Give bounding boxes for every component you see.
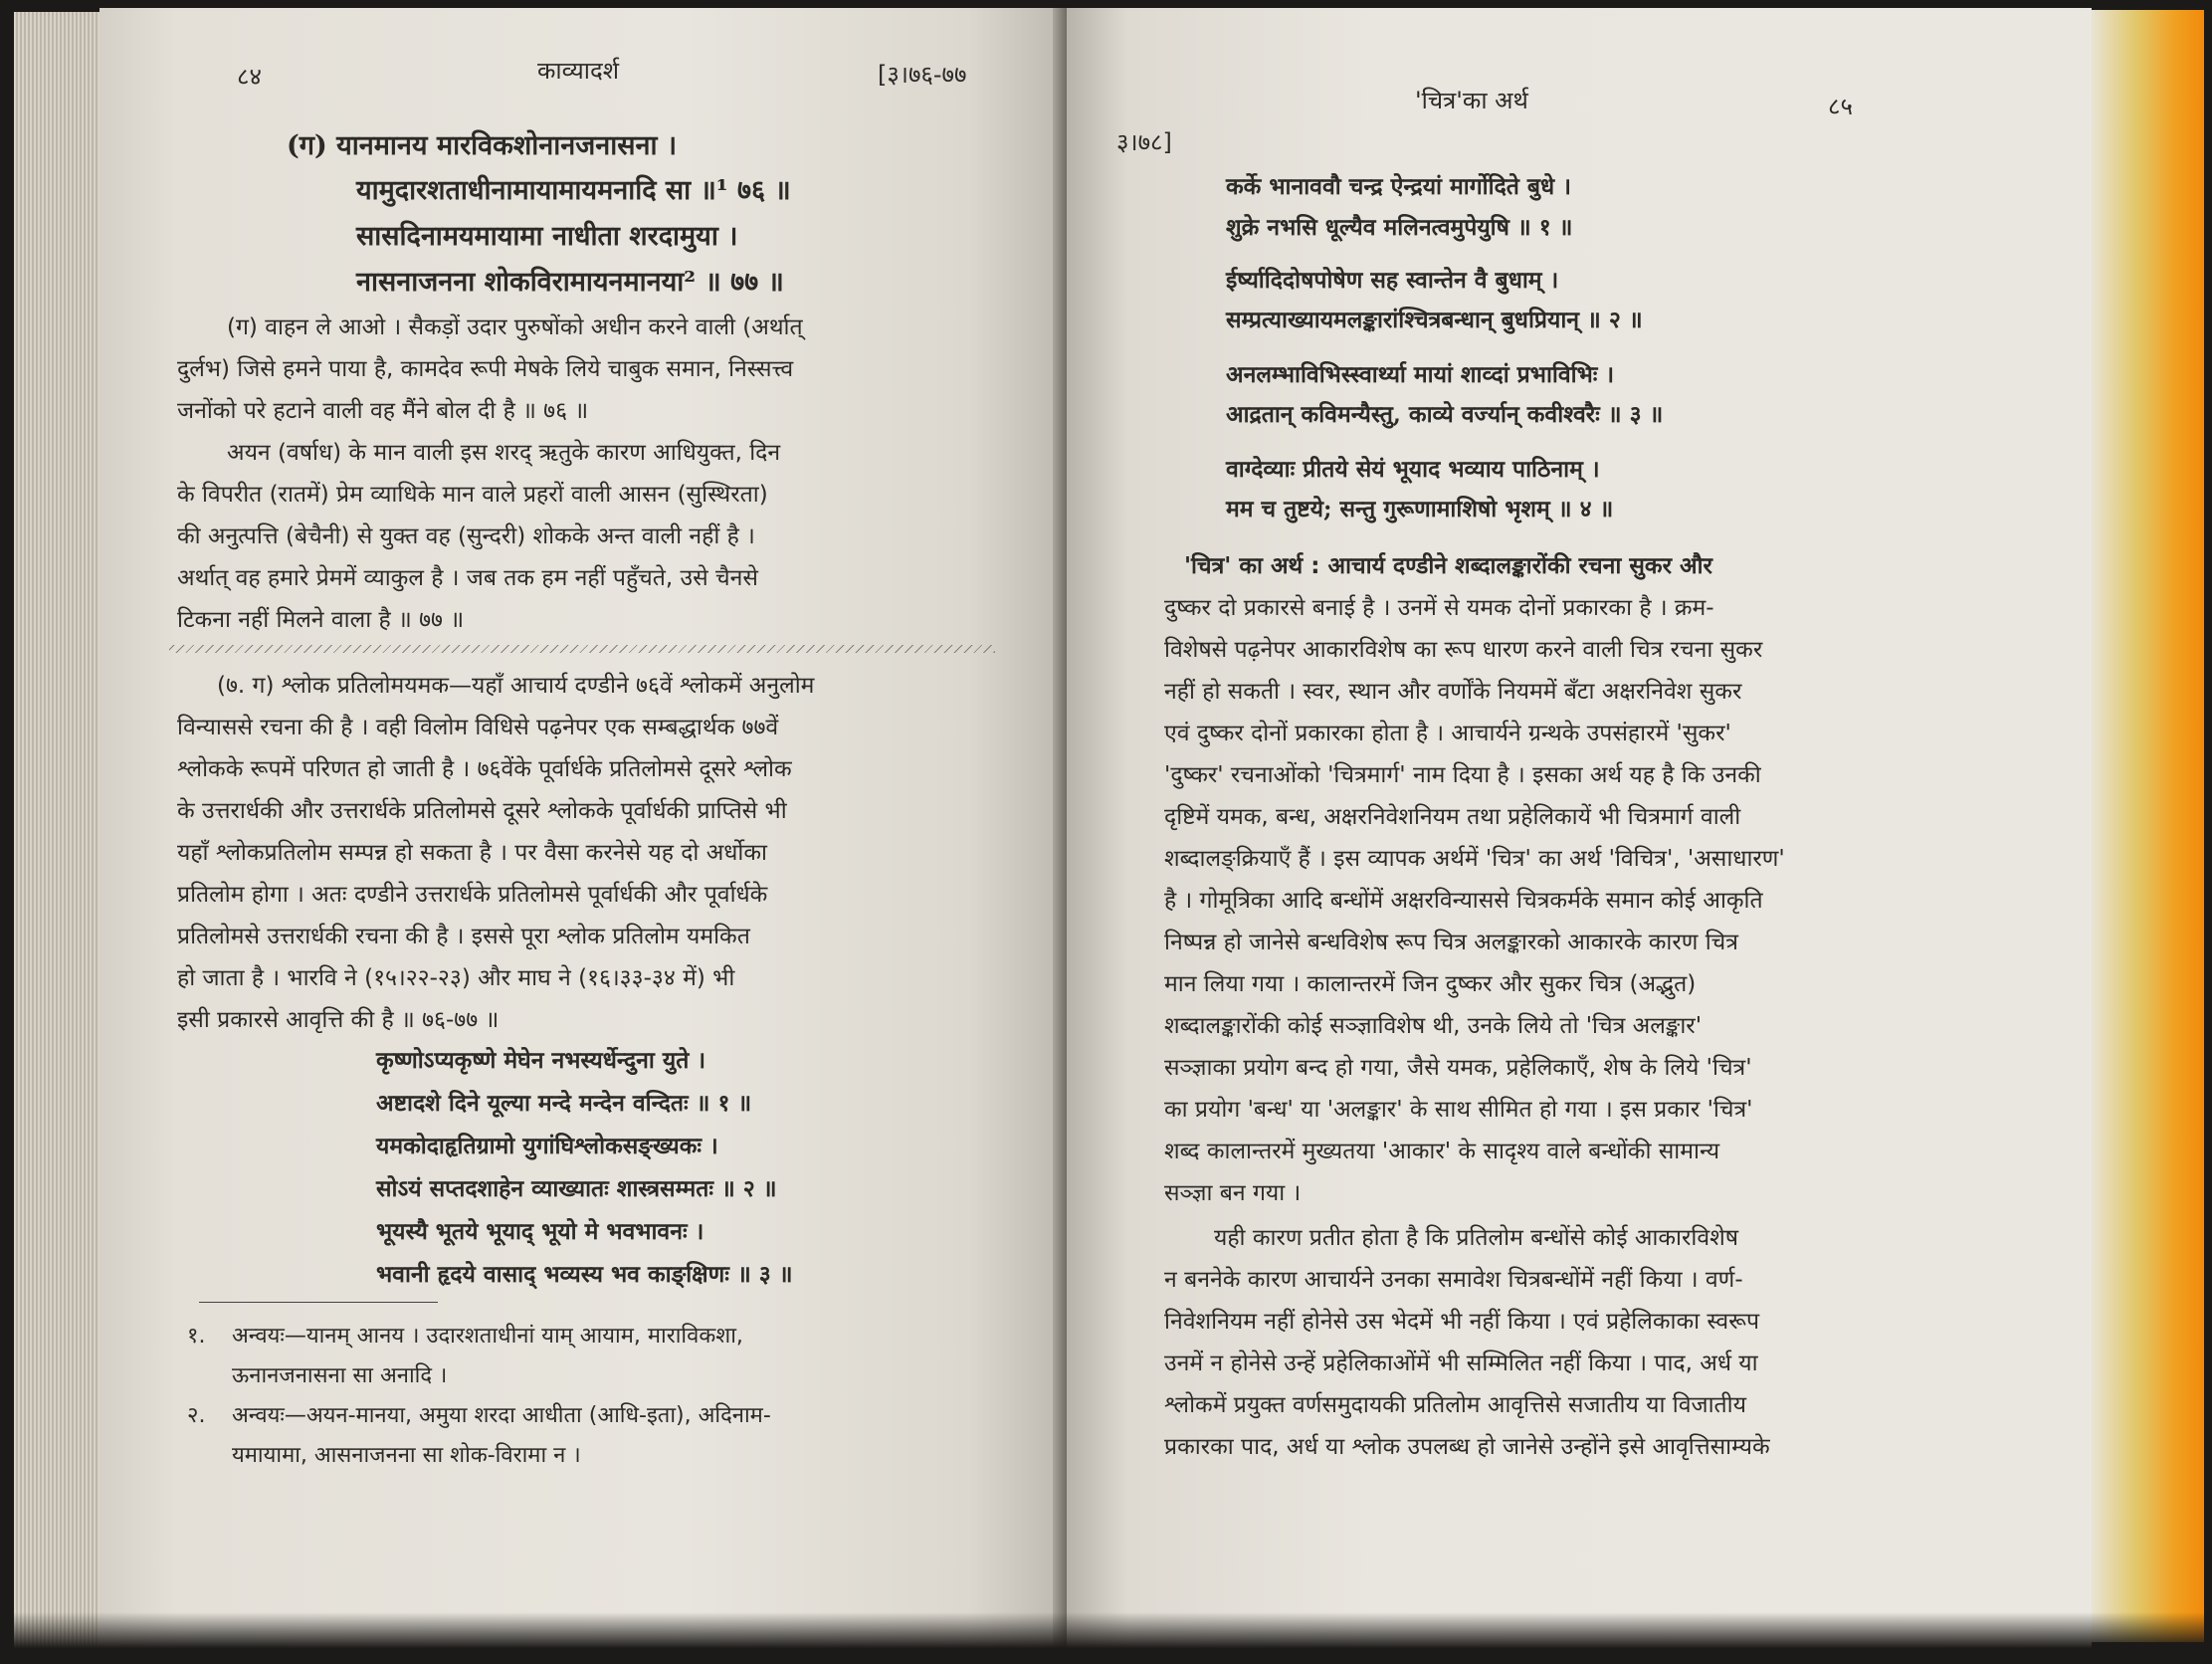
paragraph-line: सञ्ज्ञाका प्रयोग बन्द हो गया, जैसे यमक, प्रहेलिकाएँ, शेष के लिये 'चित्र' [1164, 1055, 1752, 1081]
translation-block [177, 307, 803, 641]
running-title: 'चित्र'का अर्थ [1415, 87, 1528, 114]
paragraph-line: विशेषसे पढ़नेपर आकारविशेष का रूप धारण करने वाली चित्र रचना सुकर [1164, 637, 1763, 663]
quote-verse-line: यमकोदाहृतिग्रामो युगांघिश्लोकसङ्ख्यकः । [376, 1133, 718, 1159]
translation-line: अयन (वर्षाध) के मान वाली इस शरद् ऋतुके कारण आधियुक्त, दिन [227, 440, 781, 466]
paragraph-line: का प्रयोग 'बन्ध' या 'अलङ्कार' के साथ सीमित हो गया । इस प्रकार 'चित्र' [1164, 1097, 1753, 1123]
wavy-divider [169, 645, 995, 653]
paragraph [1164, 545, 1785, 1214]
left-page [100, 8, 1065, 1655]
verse-line: आद्रतान् कविमन्यैस्तु, काव्ये वर्ज्यान् कवीश्वरैः ॥ ३ ॥ [1226, 401, 1664, 428]
footnote-number: १. [187, 1324, 206, 1349]
commentary-line: हो जाता है । भारवि ने (१५।२२-२३) और माघ ने (१६।३३-३४ में) भी [177, 965, 735, 991]
verse-range: ३।७८] [1116, 128, 1172, 156]
quote-verse-line: भूयस्यै भूतये भूयाद् भूयो मे भवभावनः । [376, 1218, 704, 1245]
left-page-edges [14, 12, 109, 1654]
page-number: ८५ [1828, 93, 1853, 120]
paragraph-line: है । गोमूत्रिका आदि बन्धोंमें अक्षरविन्याससे चित्रकर्मके समान कोई आकृति [1164, 888, 1763, 914]
verse-line: यामुदारशताधीनामायामायमनादि सा ॥¹ ७६ ॥ [356, 175, 791, 206]
quote-verse-line: सोऽयं सप्तदशाहेन व्याख्यातः शास्त्रसम्मतः ॥ २ ॥ [376, 1175, 777, 1202]
verse-line: (ग) यानमानय मारविकशोनानजनासना । [287, 130, 678, 161]
translation-line: की अनुत्पत्ति (बेचैनी) से युक्त वह (सुन्दरी) शोकके अन्त वाली नहीं है । [177, 523, 755, 549]
footnote [187, 1317, 771, 1396]
commentary-line: विन्याससे रचना की है । वही विलोम विधिसे पढ़नेपर एक सम्बद्धार्थक ७७वें [177, 715, 779, 740]
verse-range: [३।७६-७७ [878, 61, 967, 89]
verse-line: सासदिनामयमायामा नाधीता शरदामुया । [356, 221, 738, 252]
translation-line: जनोंको परे हटाने वाली वह मैंने बोल दी है ॥ ७६ ॥ [177, 398, 589, 424]
verse-line: कर्के भानाववौ चन्द्र ऐन्द्रयां मार्गोदिते बुधे । [1226, 173, 1571, 200]
paragraph-line: एवं दुष्कर दोनों प्रकारका होता है । आचार्यने ग्रन्थके उपसंहारमें 'सुकर' [1164, 721, 1731, 746]
right-cover-edge [2090, 10, 2204, 1642]
quote-verse-line: अष्टादशे दिने यूल्या मन्दे मन्देन वन्दितः ॥ १ ॥ [376, 1090, 752, 1117]
paragraph-line: मान लिया गया । कालान्तरमें जिन दुष्कर और सुकर चित्र (अद्भुत) [1164, 971, 1697, 997]
paragraph-line: शब्दालङ्क्रियाएँ हैं । इस व्यापक अर्थमें 'चित्र' का अर्थ 'विचित्र', 'असाधारण' [1164, 846, 1785, 872]
paragraph-line: शब्दालङ्कारोंकी कोई सञ्ज्ञाविशेष थी, उनके लिये तो 'चित्र अलङ्कार' [1164, 1013, 1703, 1039]
quote-verse-line: भवानी हृदये वासाद् भव्यस्य भव काङ्क्षिणः ॥ ३ ॥ [376, 1261, 793, 1288]
verse-line: नासनाजनना शोकविरामायनमानया² ॥ ७७ ॥ [356, 267, 784, 298]
commentary-block [177, 665, 814, 1041]
commentary-line: यहाँ श्लोकप्रतिलोम सम्पन्न हो सकता है । पर वैसा करनेसे यह दो अर्धोका [177, 840, 767, 866]
commentary-line: (७. ग) श्लोक प्रतिलोमयमक—यहाँ आचार्य दण्डीने ७६वें श्लोकमें अनुलोम [217, 673, 815, 699]
translation-line: दुर्लभ) जिसे हमने पाया है, कामदेव रूपी मेषके लिये चाबुक समान, निस्सत्त्व [177, 356, 794, 382]
footnote [187, 1396, 771, 1476]
verse-line: ईर्ष्यादिदोषपोषेण सह स्वान्तेन वै बुधाम् । [1226, 267, 1559, 294]
verse-line: अनलम्भाविभिस्स्वार्थ्या मायां शाव्दां प्रभाविभिः । [1226, 361, 1615, 388]
paragraph-line: प्रकारका पाद, अर्ध या श्लोक उपलब्ध हो जानेसे उन्होंने इसे आवृत्तिसाम्यके [1164, 1434, 1770, 1460]
bottom-shadow [0, 1612, 2212, 1664]
verse-line: मम च तुष्टये; सन्तु गुरूणामाशिषो भृशम् ॥ ४ ॥ [1226, 496, 1614, 522]
paragraph-line: न बननेके कारण आचार्यने उनका समावेश चित्रबन्धोंमें नहीं किया । वर्ण- [1164, 1267, 1743, 1293]
verse-line: वाग्देव्याः प्रीतये सेयं भूयाद भव्याय पाठिनाम् । [1226, 456, 1600, 483]
commentary-line: इसी प्रकारसे आवृत्ति की है ॥ ७६-७७ ॥ [177, 1007, 500, 1033]
verse-line: सम्प्रत्याख्यायमलङ्कारांश्चित्रबन्धान् बुधप्रियान् ॥ २ ॥ [1226, 307, 1643, 333]
translation-line: के विपरीत (रातमें) प्रेम व्याधिके मान वाले प्रहरों वाली आसन (सुस्थिरता) [177, 482, 768, 508]
paragraph-line: 'दुष्कर' रचनाओंको 'चित्रमार्ग' नाम दिया है । इसका अर्थ यह है कि उनकी [1164, 762, 1761, 788]
paragraph-line: दृष्टिमें यमक, बन्ध, अक्षरनिवेशनियम तथा प्रहेलिकायें भी चित्रमार्ग वाली [1164, 804, 1741, 830]
translation-line: टिकना नहीं मिलने वाला है ॥ ७७ ॥ [177, 607, 465, 633]
paragraph [1164, 1217, 1770, 1468]
translation-line: अर्थात् वह हमारे प्रेममें व्याकुल है । जब तक हम नहीं पहुँचते, उसे चैनसे [177, 565, 758, 591]
paragraph-line: श्लोकमें प्रयुक्त वर्णसमुदायकी प्रतिलोम आवृत्तिसे सजातीय या विजातीय [1164, 1392, 1746, 1418]
footnote-line: अन्वयः—यानम् आनय । उदारशताधीनां याम् आयाम, माराविकशा, [232, 1324, 743, 1349]
footnote-line: अन्वयः—अयन-मानया, अमुया शरदा आधीता (आधि-इता), अदिनाम- [232, 1403, 771, 1428]
commentary-line: श्लोकके रूपमें परिणत हो जाती है । ७६वेंके पूर्वार्धके प्रतिलोमसे दूसरे श्लोक [177, 756, 792, 782]
commentary-line: प्रतिलोमसे उत्तरार्धकी रचना की है । इससे पूरा श्लोक प्रतिलोम यमकित [177, 924, 750, 949]
footnote-line: ऊनानजनासना सा अनादि । [232, 1363, 448, 1388]
footnote-line: यमायामा, आसनाजनना सा शोक-विरामा न । [232, 1443, 581, 1468]
paragraph-line: दुष्कर दो प्रकारसे बनाई है । उनमें से यमक दोनों प्रकारका है । क्रम- [1164, 595, 1714, 621]
verse-line: शुक्रे नभसि धूल्यैव मलिनत्वमुपेयुषि ॥ १ ॥ [1226, 214, 1573, 241]
footnote-number: २. [187, 1403, 206, 1428]
right-page [1067, 8, 2092, 1655]
paragraph-line: निवेशनियम नहीं होनेसे उस भेदमें भी नहीं किया । एवं प्रहेलिकाका स्वरूप [1164, 1309, 1760, 1335]
commentary-line: प्रतिलोम होगा । अतः दण्डीने उत्तरार्धके प्रतिलोमसे पूर्वार्धकी और पूर्वार्धके [177, 882, 768, 908]
paragraph-line: 'चित्र' का अर्थ : आचार्य दण्डीने शब्दालङ्कारोंकी रचना सुकर और [1184, 553, 1712, 579]
paragraph-line: शब्द कालान्तरमें मुख्यतया 'आकार' के सादृश्य वाले बन्धोंकी सामान्य [1164, 1139, 1720, 1164]
paragraph-line: यही कारण प्रतीत होता है कि प्रतिलोम बन्धोंसे कोई आकारविशेष [1214, 1225, 1739, 1251]
page-number: ८४ [237, 63, 262, 91]
paragraph-line: नहीं हो सकती । स्वर, स्थान और वर्णोंके नियममें बँटा अक्षरनिवेश सुकर [1164, 679, 1742, 705]
quote-verse-line: कृष्णोऽप्यकृष्णे मेघेन नभस्यर्धेन्दुना युते । [376, 1047, 706, 1074]
translation-line: (ग) वाहन ले आओ । सैकड़ों उदार पुरुषोंको अधीन करने वाली (अर्थात् [227, 314, 803, 340]
commentary-line: के उत्तरार्धकी और उत्तरार्धके प्रतिलोमसे दूसरे श्लोकके पूर्वार्धकी प्राप्तिसे भी [177, 798, 787, 824]
paragraph-line: सञ्ज्ञा बन गया । [1164, 1180, 1302, 1206]
paragraph-line: निष्पन्न हो जानेसे बन्धविशेष रूप चित्र अलङ्कारको आकारके कारण चित्र [1164, 930, 1738, 955]
running-title: काव्यादर्श [537, 57, 620, 85]
paragraph-line: उनमें न होनेसे उन्हें प्रहेलिकाओंमें भी सम्मिलित नहीं किया । पाद, अर्ध या [1164, 1351, 1758, 1376]
footnotes [187, 1317, 771, 1476]
footnote-rule [199, 1302, 438, 1303]
